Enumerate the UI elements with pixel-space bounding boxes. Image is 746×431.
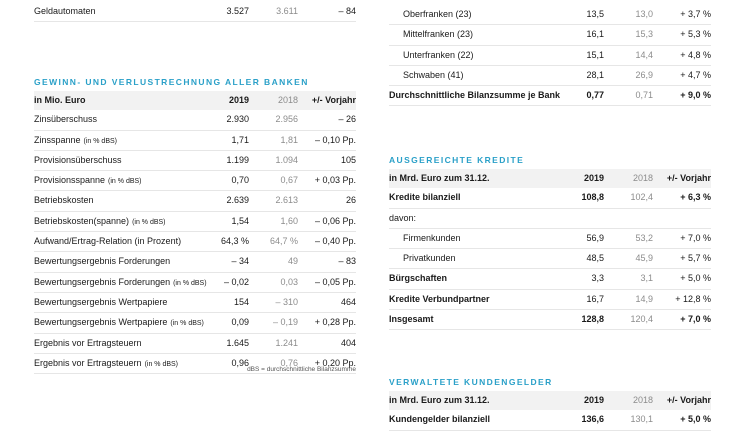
kundengelder-title: VERWALTETE KUNDENGELDER xyxy=(389,377,553,387)
value-2019: – 34 xyxy=(231,256,249,267)
value-2018: 14,4 xyxy=(635,49,653,60)
value-2019: 28,1 xyxy=(586,69,604,80)
row-label xyxy=(34,313,204,333)
row-label-text: Ergebnis vor Ertragsteuern xyxy=(34,337,142,348)
value-change: + 5,7 % xyxy=(680,253,711,264)
value-change: – 83 xyxy=(338,256,356,267)
row-label-suffix: (in % dBS) xyxy=(170,320,204,328)
value-2018: 14,9 xyxy=(635,293,653,304)
guv-title: GEWINN- UND VERLUSTRECHNUNG ALLER BANKEN xyxy=(34,77,309,87)
row-label: Unterfranken (22) xyxy=(403,49,474,60)
kundengelder-table xyxy=(389,391,711,431)
left-top-table xyxy=(34,2,356,22)
value-change: + 6,3 % xyxy=(680,192,711,203)
table-row xyxy=(34,131,356,151)
row-label-text: Provisionsüberschuss xyxy=(34,154,122,165)
row-label-text: Aufwand/Ertrag-Relation (in Prozent) xyxy=(34,236,182,247)
row-label-suffix: (in % dBS) xyxy=(173,279,207,287)
value-change: + 5,3 % xyxy=(680,29,711,40)
row-label xyxy=(34,191,94,210)
value-change: + 4,7 % xyxy=(680,69,711,80)
table-row xyxy=(34,293,356,313)
value-2019: 48,5 xyxy=(586,253,604,264)
value-change: + 5,0 % xyxy=(680,273,711,284)
row-label xyxy=(34,293,167,312)
row-label: Mittelfranken (23) xyxy=(403,29,474,40)
table-row xyxy=(34,232,356,252)
value-change: + 12,8 % xyxy=(675,293,711,304)
table-row xyxy=(389,5,711,25)
value-2019: 16,7 xyxy=(586,293,604,304)
value-change: + 3,7 % xyxy=(680,9,711,19)
value-2018: 0,67 xyxy=(280,175,298,186)
row-label: Geldautomaten xyxy=(34,6,96,16)
value-2019: 0,96 xyxy=(231,357,249,368)
kredite-table xyxy=(389,169,711,330)
row-label-text: Provisionsspanne xyxy=(34,175,106,186)
row-label xyxy=(34,131,117,151)
table-row xyxy=(34,171,356,191)
header-change: +/- Vorjahr xyxy=(666,395,711,405)
value-2018: 3.611 xyxy=(276,6,298,16)
table-row xyxy=(389,209,711,229)
row-label: Kundengelder bilanziell xyxy=(389,414,491,425)
header-2019: 2019 xyxy=(583,173,604,183)
row-label-text: Bewertungsergebnis Forderungen xyxy=(34,256,171,267)
value-2019: 64,3 % xyxy=(220,236,249,247)
value-change: + 7,0 % xyxy=(680,232,711,243)
value-change: + 4,8 % xyxy=(680,49,711,60)
value-2018: 26,9 xyxy=(635,69,653,80)
value-2018: 0,76 xyxy=(280,357,298,368)
value-2019: 3,3 xyxy=(591,273,604,284)
table-row-total xyxy=(389,310,711,330)
row-label-text: Bewertungsergebnis Forderungen xyxy=(34,276,171,287)
table-row xyxy=(389,410,711,430)
value-change: 404 xyxy=(340,337,356,348)
value-2018: 2.613 xyxy=(275,195,298,206)
row-label-suffix: (in % dBS) xyxy=(132,218,166,226)
value-2019: 15,1 xyxy=(586,49,604,60)
header-2018: 2018 xyxy=(632,173,653,183)
row-label xyxy=(34,252,170,271)
value-2019: – 0,02 xyxy=(223,276,249,287)
header-change: +/- Vorjahr xyxy=(666,173,711,183)
row-label-text: Bewertungsergebnis Wertpapiere xyxy=(34,296,168,307)
header-2018: 2018 xyxy=(277,95,298,105)
value-change: – 0,40 Pp. xyxy=(314,236,356,247)
row-label xyxy=(34,232,181,251)
row-label xyxy=(34,151,122,170)
table-row xyxy=(34,212,356,232)
value-2018: – 310 xyxy=(275,296,298,307)
guv-rows xyxy=(34,110,356,374)
value-2019: 13,5 xyxy=(586,9,604,19)
value-2019: 1,71 xyxy=(231,134,249,145)
table-row xyxy=(389,66,711,86)
table-row xyxy=(389,46,711,66)
row-label xyxy=(34,273,207,293)
table-header xyxy=(389,169,711,188)
regions-table xyxy=(389,5,711,106)
table-row xyxy=(34,313,356,333)
value-2018: 49 xyxy=(287,256,298,267)
row-label: Durchschnittliche Bilanzsumme je Bank xyxy=(389,90,561,101)
row-label-text: Betriebskosten xyxy=(34,195,94,206)
value-2019: 1.645 xyxy=(226,337,249,348)
value-2018: 0,71 xyxy=(635,90,653,101)
value-2018: 15,3 xyxy=(635,29,653,40)
guv-table xyxy=(34,91,356,374)
row-label xyxy=(34,334,142,353)
value-change: 26 xyxy=(345,195,356,206)
value-2018: 1.094 xyxy=(275,154,298,165)
value-2019: 154 xyxy=(233,296,249,307)
value-change: + 9,0 % xyxy=(680,90,711,101)
row-label xyxy=(34,110,97,129)
row-label-suffix: (in % dBS) xyxy=(83,137,117,145)
row-label-text: Ergebnis vor Ertragsteuern xyxy=(34,357,142,368)
table-header xyxy=(34,91,356,110)
region-rows xyxy=(389,5,711,86)
table-row xyxy=(389,25,711,45)
value-change: + 0,20 Pp. xyxy=(314,357,356,368)
value-2018: 53,2 xyxy=(635,232,653,243)
value-2018: 45,9 xyxy=(635,253,653,264)
value-2019: 2.639 xyxy=(226,195,249,206)
value-2019: 136,6 xyxy=(581,414,604,425)
header-change: +/- Vorjahr xyxy=(311,95,356,105)
row-label: Schwaben (41) xyxy=(403,69,464,80)
value-change: + 0,03 Pp. xyxy=(314,175,356,186)
value-2019: 2.930 xyxy=(226,114,249,125)
row-label-suffix: (in % dBS) xyxy=(144,360,179,368)
value-2018: – 0,19 xyxy=(272,317,298,328)
row-label xyxy=(34,354,178,374)
value-2018: 120,4 xyxy=(630,314,653,325)
table-row xyxy=(34,273,356,293)
row-label: Kredite Verbundpartner xyxy=(389,293,490,304)
value-change: – 26 xyxy=(338,114,356,125)
header-label: in Mio. Euro xyxy=(34,95,86,105)
table-row-total xyxy=(389,86,711,106)
table-row xyxy=(389,229,711,249)
row-label: Firmenkunden xyxy=(403,232,461,243)
row-label: Bürgschaften xyxy=(389,273,448,284)
table-row xyxy=(34,252,356,272)
value-2018: 0,03 xyxy=(280,276,298,287)
value-2018: 3,1 xyxy=(640,273,653,284)
value-2019: 108,8 xyxy=(581,192,604,203)
value-change: – 0,06 Pp. xyxy=(314,215,356,226)
table-row xyxy=(34,110,356,130)
value-2019: 1.199 xyxy=(226,154,249,165)
value-change: – 0,05 Pp. xyxy=(314,276,356,287)
value-2019: 56,9 xyxy=(586,232,604,243)
value-change: – 84 xyxy=(338,6,356,16)
row-label: Oberfranken (23) xyxy=(403,9,472,19)
value-2019: 1,54 xyxy=(231,215,249,226)
value-2019: 16,1 xyxy=(586,29,604,40)
row-label-suffix: (in % dBS) xyxy=(108,178,142,186)
row-label-text: Zinsspanne xyxy=(34,134,81,145)
header-2018: 2018 xyxy=(632,395,653,405)
row-label xyxy=(34,171,142,191)
header-label: in Mrd. Euro zum 31.12. xyxy=(389,173,490,183)
value-change: – 0,10 Pp. xyxy=(314,134,356,145)
value-2019: 0,09 xyxy=(231,317,249,328)
value-2018: 1,81 xyxy=(280,134,298,145)
value-2018: 64,7 % xyxy=(269,236,298,247)
value-2019: 0,70 xyxy=(231,175,249,186)
table-row xyxy=(389,290,711,310)
value-change: 464 xyxy=(340,296,356,307)
value-2018: 102,4 xyxy=(630,192,653,203)
table-row xyxy=(389,269,711,289)
value-2018: 13,0 xyxy=(635,9,653,19)
value-change: + 0,28 Pp. xyxy=(314,317,356,328)
row-label-text: Betriebskosten(spanne) xyxy=(34,215,130,226)
table-row xyxy=(34,334,356,354)
value-2018: 130,1 xyxy=(630,414,653,425)
row-label: Kredite bilanziell xyxy=(389,192,461,203)
value-2018: 1,60 xyxy=(280,215,298,226)
row-label xyxy=(34,212,166,232)
value-2019: 128,8 xyxy=(581,314,604,325)
value-2018: 1.241 xyxy=(275,337,298,348)
value-2019: 0,77 xyxy=(586,90,604,101)
value-2019: 3.527 xyxy=(226,6,249,16)
row-label: Privatkunden xyxy=(403,253,456,264)
row-label: davon: xyxy=(389,212,417,223)
value-2018: 2.956 xyxy=(275,114,298,125)
row-label-text: Zinsüberschuss xyxy=(34,114,98,125)
header-2019: 2019 xyxy=(228,95,249,105)
table-header xyxy=(389,391,711,410)
row-label-text: Bewertungsergebnis Wertpapiere xyxy=(34,317,168,328)
table-row xyxy=(389,188,711,208)
kredite-title: AUSGEREICHTE KREDITE xyxy=(389,155,525,165)
value-change: 105 xyxy=(340,154,356,165)
header-label: in Mrd. Euro zum 31.12. xyxy=(389,395,490,405)
table-row xyxy=(389,249,711,269)
table-row xyxy=(34,2,356,22)
header-2019: 2019 xyxy=(583,395,604,405)
table-row xyxy=(34,151,356,171)
footnote: dBS = durchschnittliche Bilanzsumme xyxy=(247,366,356,373)
table-row xyxy=(34,191,356,211)
value-change: + 7,0 % xyxy=(680,314,711,325)
value-change: + 5,0 % xyxy=(680,414,711,425)
row-label: Insgesamt xyxy=(389,314,434,325)
